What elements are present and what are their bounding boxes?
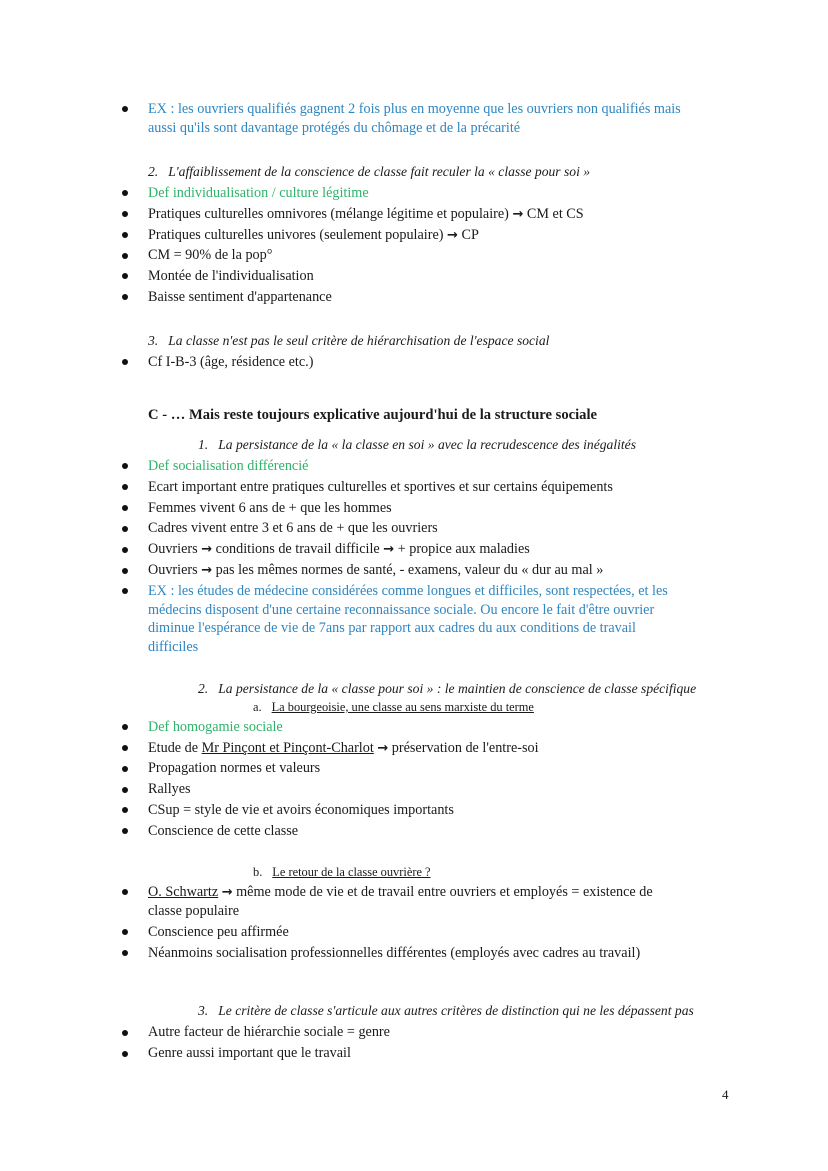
arrow-right-icon: → [201,542,213,557]
list-item-text: CM et CS [526,206,584,222]
list-item: Conscience peu affirmée [148,924,289,940]
arrow-right-icon: → [377,741,389,756]
definition-text: Def individualisation / culture légitime [148,185,369,201]
section-heading: C - … Mais reste toujours explicative aujourd'hui de la structure sociale [148,407,597,423]
subheading-number: 2. [148,164,159,179]
author-reference: O. Schwartz [148,884,219,900]
list-item: Montée de l'individualisation [148,268,314,284]
bullet [122,766,128,772]
example-text: EX : les ouvriers qualifiés gagnent 2 fois plus en moyenne que les ouvriers non qualifiés mais [148,101,681,117]
example-text: difficiles [148,639,199,655]
definition-text: Def socialisation différencié [148,458,309,474]
list-item [148,204,584,225]
subheading [198,679,696,699]
list-item: Femmes vivent 6 ans de + que les hommes [148,500,392,516]
list-item: CM = 90% de la pop° [148,247,273,263]
subheading-text: La persistance de la « la classe en soi » avec la recrudescence des inégalités [218,437,636,452]
subheading-text: L'affaiblissement de la conscience de classe fait reculer la « classe pour soi » [168,164,591,179]
example-text: EX : les études de médecine considérées comme longues et difficiles, sont respectées, et les [148,583,668,599]
definition-text: Def homogamie sociale [148,719,283,735]
subheading [148,331,549,351]
bullet [122,190,128,196]
subheading-text: Le critère de classe s'articule aux autres critères de distinction qui ne les dépassent pas [218,1003,694,1018]
subheading [198,435,636,455]
list-item: Cadres vivent entre 3 et 6 ans de + que les ouvriers [148,520,438,536]
arrow-right-icon: → [447,228,458,243]
arrow-right-icon: → [512,207,524,222]
bullet [122,1030,128,1036]
bullet [122,568,128,574]
bullet [122,106,128,112]
bullet [122,505,128,511]
bullet [122,787,128,793]
bullet [122,232,128,238]
bullet [122,807,128,813]
arrow-right-icon: → [221,885,233,900]
subheading [198,1001,694,1021]
list-item-text: Pratiques culturelles univores (seulement populaire) [148,227,444,243]
list-item-text: conditions de travail difficile [215,541,380,557]
subheading [148,162,590,182]
subheading-number: 1. [198,437,209,452]
list-item-text: Etude de [148,740,199,756]
subheading-number: 3. [198,1003,209,1018]
list-item [148,882,653,903]
sub-subheading [253,698,534,716]
list-item: Propagation normes et valeurs [148,760,321,776]
example-text: aussi qu'ils sont davantage protégés du chômage et de la précarité [148,120,521,136]
bullet [122,484,128,490]
list-item-text: pas les mêmes normes de santé, - examens, valeur du « dur au mal » [215,562,604,578]
arrow-right-icon: → [201,563,213,578]
list-item-text: Ouvriers [148,541,198,557]
bullet [122,889,128,895]
subheading-text: La bourgeoisie, une classe au sens marxiste du terme [271,700,534,714]
list-item: Néanmoins socialisation professionnelles différentes (employés avec cadres au travail) [148,945,641,961]
author-reference: Mr Pinçont et Pinçont-Charlot [201,740,374,756]
bullet [122,273,128,279]
list-item-text: + propice aux maladies [397,541,530,557]
list-item [148,539,530,560]
bullet [122,724,128,730]
list-item: Autre facteur de hiérarchie sociale = genre [148,1024,390,1040]
bullet [122,294,128,300]
subheading-letter: b. [253,865,263,879]
bullet [122,463,128,469]
list-item-text: Pratiques culturelles omnivores (mélange légitime et populaire) [148,206,509,222]
list-item: Cf I-B-3 (âge, résidence etc.) [148,354,314,370]
list-item-text: Ouvriers [148,562,198,578]
example-text: médecins disposent d'une certaine reconnaissance sociale. Ou encore le fait d'être ouvrier [148,602,655,618]
arrow-right-icon: → [383,542,395,557]
list-item: CSup = style de vie et avoirs économiques importants [148,802,454,818]
list-item: Rallyes [148,781,191,797]
bullet [122,359,128,365]
subheading-text: La classe n'est pas le seul critère de hiérarchisation de l'espace social [168,333,550,348]
list-item [148,738,539,759]
bullet [122,526,128,532]
bullet [122,745,128,751]
bullet [122,950,128,956]
bullet [122,211,128,217]
bullet [122,253,128,259]
bullet [122,588,128,594]
bullet [122,828,128,834]
list-item-text: même mode de vie et de travail entre ouvriers et employés = existence de [236,884,653,900]
subheading-text: La persistance de la « classe pour soi » : le maintien de conscience de classe spécifique [218,681,697,696]
page-number: 4 [722,1087,729,1102]
list-item [148,560,603,581]
bullet [122,929,128,935]
list-item-text: préservation de l'entre-soi [391,740,539,756]
subheading-text: Le retour de la classe ouvrière ? [272,865,431,879]
bullet [122,1051,128,1057]
bullet [122,547,128,553]
subheading-letter: a. [253,700,262,714]
list-item: Conscience de cette classe [148,823,299,839]
example-text: diminue l'espérance de vie de 7ans par rapport aux cadres du aux conditions de travail [148,620,636,636]
list-item [148,225,479,246]
list-item: Ecart important entre pratiques culturelles et sportives et sur certains équipements [148,479,613,495]
list-item: Genre aussi important que le travail [148,1045,351,1061]
list-item: Baisse sentiment d'appartenance [148,289,332,305]
sub-subheading [253,863,431,881]
subheading-number: 2. [198,681,209,696]
subheading-number: 3. [148,333,159,348]
list-item-text: CP [461,227,479,243]
list-item-continuation: classe populaire [148,903,239,919]
